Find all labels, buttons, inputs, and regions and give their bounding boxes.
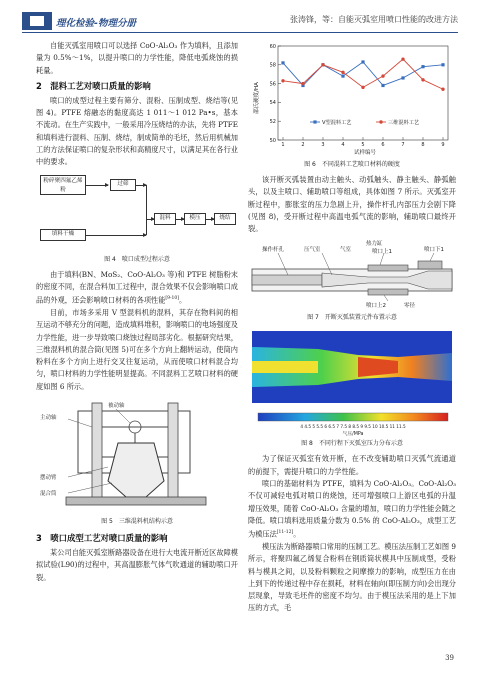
- paragraph-4: 目前，市场多采用 V 型混料机的混料，其存在物料间的相互运动不够充分的问题，造成填料堆积，影响喷口的电场强度及力学性能，进一步导致喷口烧蚀过程局部劣化。根据研究结果，三维混料机的混合筒(见图 5)可在多个方向上翻转运动，使筒内粉料在多个方向上进行交叉往复运动，从而使喷口材料混合均匀，喷口材料的力学性能明显提高。不同混料工艺喷口材料的硬度如图 6 所示。: [36, 307, 238, 391]
- x-tick-label: 4: [341, 142, 345, 148]
- paragraph-2: 喷口的成型过程主要有筛分、混粉、压制成型、烧结等(见图 4)。PTFE 熔融态的黏度高达 1 011～1 012 Pa•s，基本不流动。在生产实践中，一般采用冷压烧结的办法，先将 PTFE 和填料进行混料、压制、烧结，制成简单的毛坯，然后用机械加工的方法保证喷口的复杂形状和高精度尺寸，以满足其在各行业中的要求。: [36, 95, 238, 167]
- x-tick-label: 6: [381, 142, 385, 148]
- paragraph-5: 某公司自能灭弧室断路器设备在进行大电流开断近区故障模拟试验(L90)的过程中，其高温膨胀气体气吹通道的辅助喷口开裂。: [36, 548, 238, 582]
- label-barrel: 混合筒: [40, 491, 57, 498]
- journal-name: 理化检验-物理分册: [56, 18, 136, 29]
- data-point: [421, 78, 424, 81]
- nozzle-drawing: [248, 239, 456, 311]
- section-2-heading: 2 混料工艺对喷口质量的影响: [36, 80, 151, 91]
- pressure-field-drawing: [248, 327, 456, 437]
- paragraph-8-text: 喷口的基础材料为 PTFE，填料为 CoO-Al₂O₃。CoO-Al₂O₃ 不仅可减轻电弧对喷口的烧蚀，还可增强喷口上游区电弧的升温增压效果，随着 CoO-Al₂O₃ 含量的增加，喷口的力学性能会随之降低。喷口填料选用质量分数为 0.5% 的 CoO-Al₂O₃，成型工艺为模压法: [248, 479, 456, 539]
- leader-line: [384, 295, 388, 301]
- flow-box-mix: 混料: [154, 213, 176, 225]
- data-point: [441, 63, 444, 66]
- label-seal: 零径: [404, 303, 416, 310]
- data-point: [361, 60, 364, 63]
- leader-line: [430, 253, 434, 261]
- right-column: [248, 40, 456, 615]
- label-operating-rod: 操作杆孔: [262, 247, 285, 254]
- series-line-1: [283, 62, 443, 85]
- data-point: [341, 74, 344, 77]
- chart-x-label: 试样编号: [353, 150, 377, 156]
- x-tick-label: 1: [281, 142, 285, 148]
- figure-4-caption: 图 4 喷口成型过程示意: [104, 255, 170, 263]
- data-point: [381, 84, 384, 87]
- chart-series: [281, 57, 444, 90]
- paragraph-9: 模压法为断路器喷口常用的压制工艺。模压法压制工艺如图 9 所示，将聚四氟乙烯复合粉料在钢质筒状模具中压制成型，受粉料与模具之间，以及粉料颗粒之间摩擦力的影响，成型压力在由上到下的传递过程中存在损耗，材料在轴向(即压制方向)会出现分层现象，导致毛坯件的密度不均匀。由于模压法采用的是上下加压的方式，毛: [248, 541, 456, 613]
- data-point: [381, 74, 384, 77]
- figure-5-mixer-diagram: [36, 397, 238, 515]
- paragraph-6: 该开断灭弧装置由动主触头、动弧触头、静主触头、静弧触头，以及主喷口、辅助喷口等组成，具体如图 7 所示。灭弧室开断过程中，膨胀室的压力急剧上升，操作杆孔内部压力会剧下降(见图 8)，受开断过程中高温电弧气流的影响，辅助喷口最终开裂。: [248, 175, 456, 234]
- y-tick-label: 56: [269, 81, 276, 88]
- data-point: [341, 71, 344, 74]
- legend-label: 三维混料工艺: [388, 120, 420, 126]
- x-tick-label: 7: [401, 142, 405, 148]
- color-scale-unit: 气压/MPa: [342, 432, 364, 438]
- x-tick-label: 8: [421, 142, 425, 148]
- label-chamber: 压气室: [304, 247, 321, 254]
- figure-6-caption: 图 6 不同混料工艺喷口材料的硬度: [304, 161, 400, 168]
- color-scale-ticks: 4 4.5 5 5.5 6 6.5 7 7.5 8 8.5 9 9.5 10 10.5 11 11.5: [300, 424, 406, 430]
- citation: [11-12]: [276, 530, 294, 536]
- chart-y-label: 邵氏硬度/HA: [254, 82, 260, 114]
- series-line-2: [283, 59, 443, 89]
- y-tick-label: 50: [269, 137, 276, 144]
- frame-post-left: [92, 403, 102, 503]
- frame-post-right: [168, 403, 178, 503]
- flow-box-filler: 填料干燥: [40, 229, 86, 241]
- mixer-base: [66, 497, 206, 505]
- paragraph-8: [248, 478, 456, 541]
- figure-8-caption: 图 8 不同行程下灭弧室压力分布示意: [301, 440, 403, 448]
- nozzle-upper-1: [368, 265, 408, 271]
- paragraph-3: [36, 269, 238, 307]
- flow-arrow: [146, 219, 154, 220]
- flow-box-sinter: 烧结: [214, 213, 236, 225]
- data-point: [281, 79, 284, 82]
- label-nozzle-upper-1: 喷口上1: [372, 249, 392, 256]
- label-swing-arm: 摆动臂: [40, 475, 57, 482]
- data-point: [441, 88, 444, 91]
- label-nozzle-upper-2: 喷口上2: [366, 303, 386, 310]
- flow-connector: [146, 185, 147, 219]
- data-point: [321, 63, 324, 66]
- chart-axes: [270, 44, 448, 148]
- paragraph-8-end: 。: [293, 529, 301, 539]
- label-driven-shaft: 被动轴: [108, 403, 125, 410]
- flow-arrow: [86, 235, 146, 236]
- legend-marker: [379, 120, 382, 123]
- figure-5-caption: 图 5 三维混料机结构示意: [101, 518, 173, 526]
- figure-7-caption: 图 7 开断灭弧装置元件布置示意: [307, 314, 397, 322]
- flow-box-ptfe: 粉碎聚四氟乙烯粉: [40, 175, 86, 195]
- data-point: [301, 82, 304, 85]
- paragraph-3-end: 。: [179, 295, 187, 305]
- figure-6-hardness-chart: [248, 40, 456, 158]
- y-tick-label: 58: [269, 62, 276, 69]
- flow-arrow: [86, 185, 108, 186]
- y-tick-label: 60: [269, 43, 276, 50]
- flow-box-filter: 过筛: [110, 179, 136, 191]
- figure-7-nozzle-diagram: [248, 239, 456, 311]
- label-expansion: 气室: [340, 247, 352, 254]
- paragraph-1: 自能灭弧室用喷口可以选择 CoO-Al₂O₃ 作为填料，且添加量为 0.5%～1%，以提升喷口的力学性能，降低电弧烧蚀的损耗量。: [36, 41, 238, 75]
- high-pressure-core: [252, 361, 318, 373]
- nozzle-upper-2: [368, 289, 408, 295]
- x-tick-label: 2: [301, 142, 305, 148]
- leader-line: [68, 419, 92, 427]
- data-point: [281, 61, 284, 64]
- data-point: [401, 57, 404, 60]
- operating-rod: [252, 275, 322, 285]
- section-3-heading: 3 喷口成型工艺对喷口质量的影响: [36, 533, 168, 544]
- chart-frame: [278, 46, 448, 140]
- leader-line: [68, 483, 112, 493]
- y-tick-label: 54: [269, 100, 276, 107]
- left-column: [36, 40, 238, 584]
- header-divider: [22, 32, 458, 33]
- flow-box-mold: 模压: [184, 213, 206, 225]
- nozzle-lower-1: [418, 261, 442, 269]
- y-tick-label: 52: [269, 119, 276, 125]
- label-drive-shaft: 主动轴: [40, 415, 57, 422]
- label-nozzle-lower-1: 喷口下1: [424, 247, 444, 254]
- color-scale-bar: [258, 413, 448, 421]
- chart-legend: [310, 118, 419, 126]
- flow-arrow: [206, 219, 214, 220]
- data-point: [421, 65, 424, 68]
- figure-4-flowchart: [36, 173, 238, 253]
- journal-logo: [22, 10, 162, 32]
- legend-marker: [313, 120, 316, 123]
- citation: [9-10]: [165, 296, 180, 302]
- paragraph-7: 为了保证灭弧室有效开断，在不改变辅助喷口灭弧气流通道的前提下，需提升喷口的力学性能。: [248, 454, 456, 476]
- mixer-drawing: [36, 397, 238, 515]
- legend-label: V型混料工艺: [322, 120, 352, 126]
- chart-plot: [248, 40, 456, 158]
- figure-8-pressure-field: [248, 327, 456, 437]
- data-point: [361, 86, 364, 89]
- flow-arrow: [176, 219, 184, 220]
- paragraph-3-text: 由于填料(BN、MoS₂、CoO-Al₂O₃ 等)和 PTFE 树脂粉末的密度不同，在混合料加工过程中，混合效果不仅会影响喷口成品的外观，还会影响喷口材料的各项性能: [36, 269, 238, 305]
- logo-mark-icon: [22, 12, 52, 30]
- x-tick-label: 9: [441, 142, 445, 148]
- flow-arrow: [136, 185, 146, 186]
- running-title: 张涛锋，等：自能灭弧室用喷口性能的改进方法: [290, 15, 458, 24]
- page-number: 39: [445, 654, 454, 662]
- x-tick-label: 5: [361, 142, 365, 148]
- data-point: [401, 76, 404, 79]
- x-tick-label: 3: [321, 142, 325, 148]
- mixing-barrel: [108, 443, 164, 497]
- label-heat-cylinder: 热力缸: [366, 241, 383, 248]
